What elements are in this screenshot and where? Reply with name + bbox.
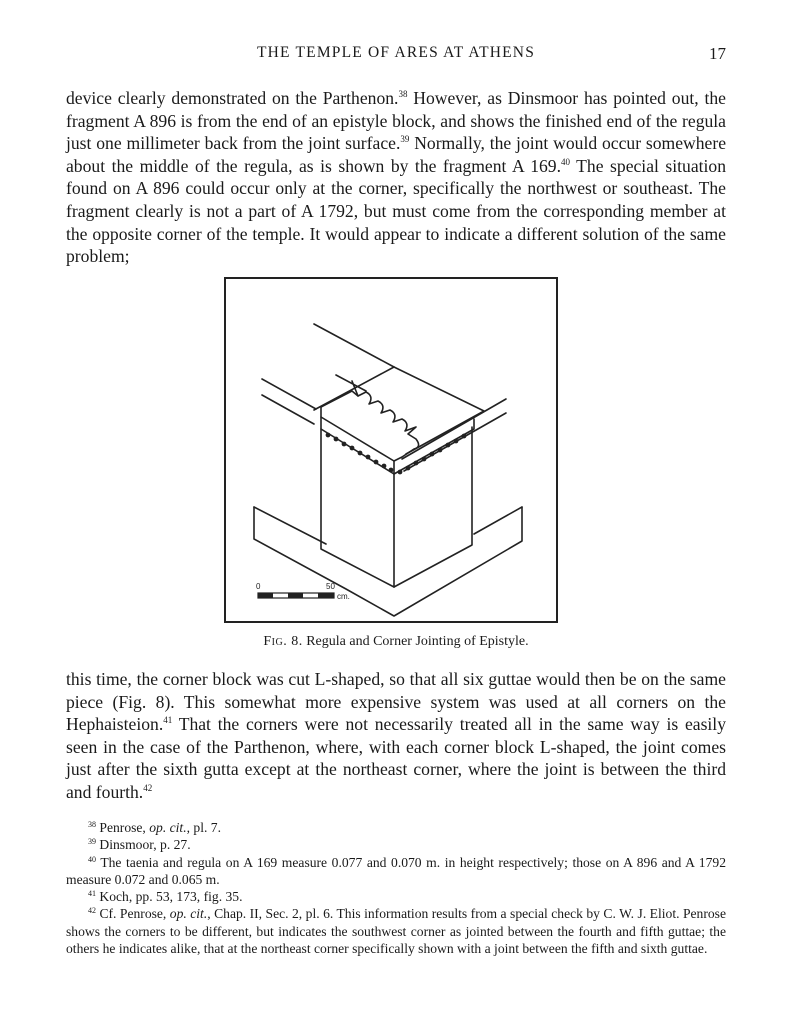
text-run: However, as Dinsmoor has pointed out, the fragment A 896 is from the end of an epistyle block, and shows the finished end of the regula just one millimeter back from the joint surface. [66, 88, 726, 154]
guttae [326, 433, 467, 475]
paragraph-2 [66, 668, 726, 804]
regula-front-left [321, 407, 394, 461]
footnote-number: 40 [88, 854, 96, 864]
text-run: this time, the corner block was cut L-shaped, so that all six guttae would then be on the same piece (Fig. 8). This somewhat more expensive system was used at all corners on the Hephaisteion. [66, 669, 726, 735]
footnote-42 [66, 905, 726, 957]
left-beam [262, 379, 316, 424]
scale-label-50: 50 [326, 582, 335, 591]
footnote-text: Penrose, [96, 820, 150, 835]
slab-edge-right [394, 367, 484, 454]
footnote-text: , Chap. II, Sec. 2, pl. 6. This information results from a special check by C. W. J. Eliot. Penrose shows the corners to be different, but indicates the southwest corner as jointed between the fourth and fifth guttae; the others he indicates alike, that at the northeast corner specifically shown with a joint between the fifth and sixth guttae. [66, 906, 726, 957]
footnote-ref-41[interactable]: 41 [163, 715, 173, 726]
footnote-40 [66, 854, 726, 889]
caption-text: Regula and Corner Jointing of Epistyle. [302, 634, 529, 649]
footnote-number: 39 [88, 837, 96, 847]
running-title: THE TEMPLE OF ARES AT ATHENS [256, 44, 536, 61]
footnote-38 [66, 819, 726, 836]
running-header [66, 44, 726, 68]
footnote-number: 42 [88, 906, 96, 916]
lower-beam-left [254, 507, 326, 544]
text-run: The special situation found on A 896 could occur only at the corner, specifically the northwest or southeast. The fragment clearly is not a part of A 1792, but must come from the corresponding member at the opposite corner of the temple. It would appear to indicate a different solution of the same problem; [66, 155, 726, 267]
text-run: device clearly demonstrated on the Parthenon. [66, 88, 399, 108]
scale-unit: cm. [337, 592, 350, 601]
corner-block-left-face [321, 429, 394, 587]
footnote-text: Koch, pp. 53, 173, fig. 35. [96, 889, 243, 905]
footnote-number: 41 [88, 889, 96, 899]
footnote-39 [66, 836, 726, 853]
lower-beam-outer [254, 507, 522, 616]
scale-bar [256, 582, 350, 601]
footnote-ref-42[interactable]: 42 [143, 782, 153, 793]
footnote-number: 38 [88, 820, 96, 829]
footnote-ref-40[interactable]: 40 [561, 156, 570, 167]
footnote-text: The taenia and regula on A 169 measure 0.077 and 0.070 m. in height respectively; those on A 896 and A 1792 measure 0.072 and 0.065 m. [66, 854, 726, 887]
footnote-text: Cf. Penrose, [96, 906, 170, 922]
paragraph-1 [66, 87, 726, 268]
text-run: That the corners were not necessarily treated all in the same way is easily seen in the case of the Parthenon, where, with each corner block L-shaped, the joint comes just after the sixth gutta except at the northeast corner, where the joint is between the third and fourth. [66, 714, 726, 802]
scale-label-0: 0 [256, 582, 261, 591]
footnote-italic: op. cit. [149, 820, 187, 835]
clamp-mark [336, 375, 366, 396]
figure-8-drawing [224, 277, 558, 623]
epistyle-corner-illustration [226, 279, 560, 625]
page-number: 17 [709, 44, 726, 63]
footnote-text: , pl. 7. [186, 820, 221, 835]
footnote-ref-38[interactable]: 38 [398, 89, 408, 99]
figure-caption [66, 634, 726, 650]
footnote-ref-39[interactable]: 39 [400, 134, 410, 145]
footnote-41 [66, 888, 726, 905]
lower-beam-right [474, 507, 522, 534]
footnotes [66, 819, 726, 957]
footnote-text: Dinsmoor, p. 27. [96, 837, 191, 853]
slab-edge-back [314, 324, 394, 367]
footnote-italic: op. cit. [169, 906, 208, 922]
corner-block-right-face [394, 427, 472, 587]
text-run: Normally, the joint would occur somewhere about the middle of the regula, as is shown by the fragment A 169. [66, 133, 727, 176]
caption-label: Fig. 8. [263, 634, 303, 649]
